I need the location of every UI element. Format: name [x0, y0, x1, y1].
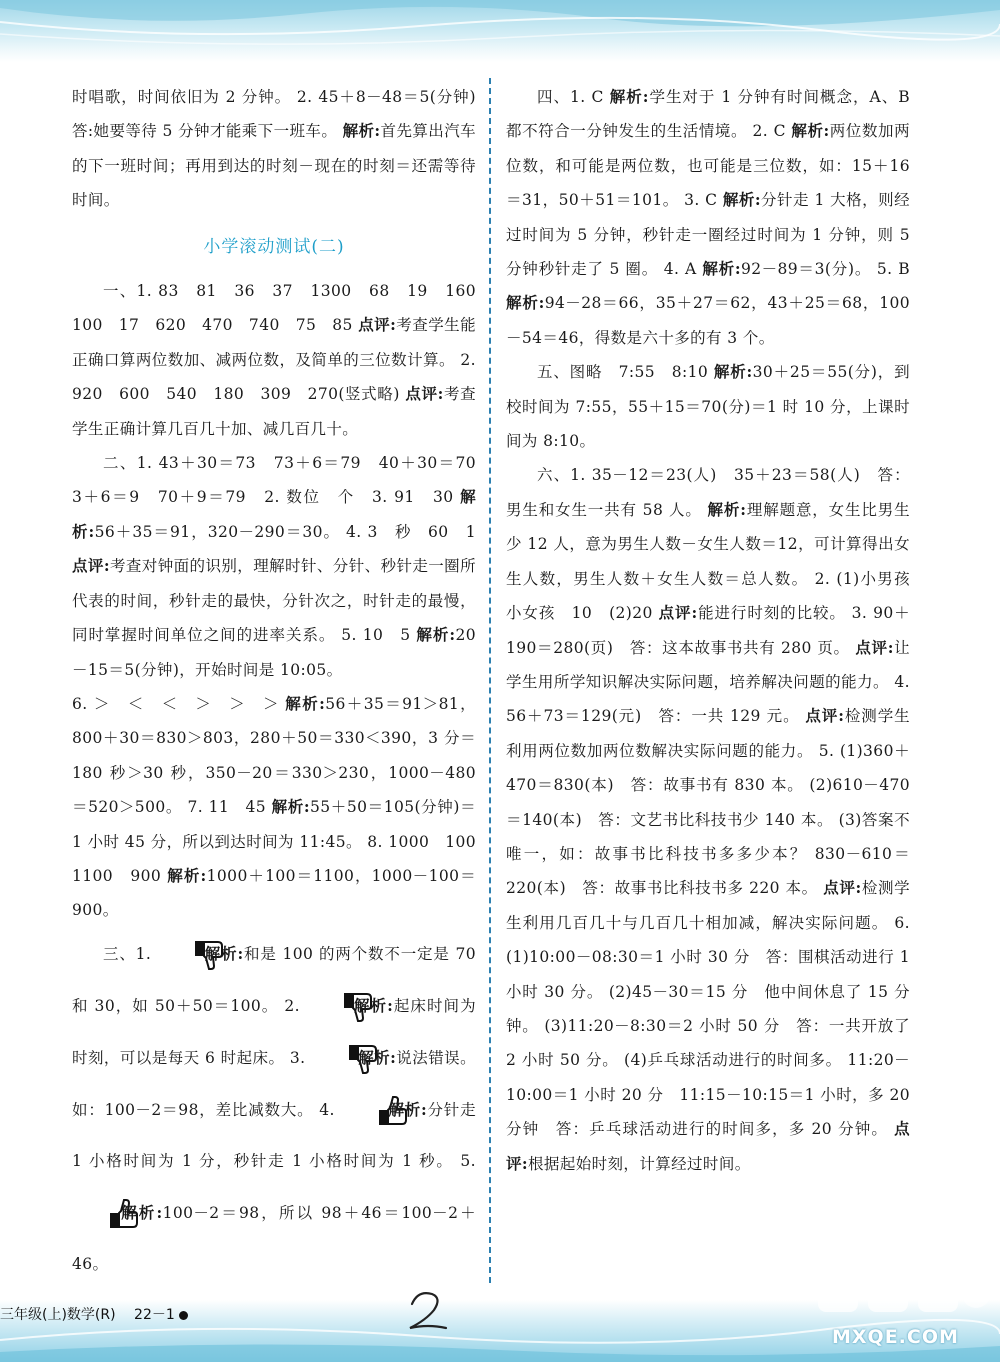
analysis-text: 起床时间为时刻，可以是每天 6 时起床。 3.: [72, 996, 477, 1067]
right-column: [506, 80, 926, 1181]
analysis-text: 20－15＝5(分钟)，开始时间是 10:05。: [72, 626, 476, 679]
comment-text: 考查对钟面的识别，理解时针、分针、秒针走一圈所代表的时间，秒针走的最快，分针次之，时针走的最慢，同时掌握时间单位之间的进率关系。 5. 10 5: [72, 557, 476, 645]
analysis-text: 两位数加两位数，和可能是两位数，也可能是三位数，如：15＋16＝31，50＋51＝101。 3. C: [506, 122, 910, 210]
analysis-label: 解析:: [358, 1047, 397, 1067]
thumbs-up-icon: [345, 1094, 379, 1128]
analysis-label: 解析:: [271, 797, 310, 817]
part-two: [72, 446, 492, 687]
comment-text: 能进行时刻的比较。 3. 90＋190＝280(页) 答：这本故事书共有 280 页。: [506, 604, 911, 657]
grade-label: 三年级(上)数学(R): [0, 1307, 116, 1323]
analysis-text: 100－2＝98，所以 98＋46＝100－2＋46。: [72, 1203, 477, 1273]
analysis-text: 和是 100 的两个数不一定是 70 和 30，如 50＋50＝100。 2.: [72, 944, 476, 1015]
analysis-label: 解析:: [722, 190, 761, 210]
left-paragraph-continued: [72, 80, 492, 218]
analysis-label: 解析:: [791, 121, 830, 141]
comment-label: 点评:: [506, 1119, 910, 1173]
analysis-text: 56＋35＝91，320－290＝30。 4. 3 秒 60 1: [94, 522, 476, 541]
comment-label: 点评:: [855, 637, 894, 657]
analysis-label: 解析:: [353, 995, 394, 1015]
comment-text: 考查学生能正确口算两位数加、减两位数，及简单的三位数计算。 2. 920 600 540 180 309 270(竖式略): [72, 316, 477, 404]
part-four: [506, 80, 910, 355]
page-code: 22－1: [134, 1307, 175, 1323]
analysis-text: 分针走 1 小格时间为 1 分，秒针走 1 小格时间为 1 秒。 5.: [72, 1100, 477, 1170]
analysis-label: 解析:: [713, 362, 753, 382]
analysis-label: 解析:: [609, 87, 649, 106]
analysis-label: 解析:: [167, 865, 207, 885]
part-one: [72, 274, 492, 446]
comment-text: 检测学生利用几百几十与几百几十相加减，解决实际问题。 6. (1)10:00－08:30＝1 小时 30 分 答：围棋活动进行 1 小时 30 分。 (2)45－30＝15 分 他中间休息了 15 分钟。 (3)11:20－8:30＝2 小时 50 分 答：一共开放了 2 小时 50 分。 (4)乒乓球活动进行的时间多。 11:20－10:00＝1 小时 20 分 11:15－10:15＝1 小时，多 20 分钟 答：乒乓球活动进行的时间多，多 20 分钟。: [506, 879, 911, 1139]
thumbs-down-icon: [315, 1042, 349, 1076]
comment-label: 点评:: [658, 603, 698, 623]
analysis-label: 解析:: [204, 943, 244, 963]
analysis-label: 解析:: [707, 499, 747, 519]
analysis-text: 94－28＝66，35＋27＝62，43＋25＝68，100－54＝46，得数是六十多的有 3 个。: [506, 294, 911, 347]
analysis-text: 首先算出汽车的下一班时间；再用到达的时刻－现在的时刻＝还需等待时间。: [72, 122, 477, 210]
analysis-text: 55＋50＝105(分钟)＝1 小时 45 分，所以到达时间为 11:45。 8. 1000 100 1100 900: [72, 798, 492, 885]
analysis-text: 1000＋100＝1100，1000－100＝900。: [72, 866, 476, 920]
bullet-dot-icon: [179, 1311, 188, 1320]
analysis-label: 解析:: [342, 121, 381, 141]
answer-text: 五、图略 7:55 8:10: [537, 363, 709, 382]
analysis-label: 解析:: [72, 487, 476, 541]
watermark-site: [832, 1326, 959, 1348]
comment-label: 点评:: [72, 556, 110, 576]
answer-text: 三、1.: [103, 944, 152, 963]
comment-text: 让学生用所学知识解决实际问题，培养解决问题的能力。 4. 56＋73＝129(元) 答：一共 129 元。: [506, 638, 911, 726]
answer-text: 时唱歌，时间依旧为 2 分钟。 2. 45＋8－48＝5(分钟) 答:她要等待 5 分钟才能乘下一班车。: [72, 88, 492, 141]
thumbs-down-icon: [310, 990, 344, 1024]
analysis-text: 56＋35＝91＞81，800＋30＝830＞803，280＋50＝330＜390，3 分＝180 秒＞30 秒，350－20＝330＞230，1000－480＝520＞500。 7. 11 45: [72, 694, 477, 817]
comment-label: 点评:: [405, 384, 444, 404]
watermark-site-text: MXQE.COM: [832, 1326, 959, 1348]
analysis-label: 解析:: [121, 1202, 163, 1222]
answer-text: 一、1. 83 81 36 37 1300 68 19 160 100 17 620 470 740 75 85: [72, 282, 492, 335]
comment-text: 根据起始时刻，计算经过时间。: [528, 1154, 751, 1173]
part-six: [506, 458, 926, 1181]
comment-label: 点评:: [358, 315, 397, 335]
comment-label: 点评:: [805, 706, 845, 726]
part-five: [506, 355, 910, 458]
part-two-q6: [72, 687, 492, 928]
analysis-text: 学生对于 1 分钟有时间概念，A、B 都不符合一分钟发生的生活情境。 2. C: [506, 88, 911, 141]
analysis-text: 92－89＝3(分)。 5. B: [741, 260, 910, 279]
thumbs-up-icon: [76, 1197, 110, 1231]
analysis-text: 分针走 1 大格，则经过时间为 5 分钟，秒针走一圈经过时间为 1 分钟，则 5 分钟秒针走了 5 圈。 4. A: [506, 191, 911, 279]
comment-text: 考查学生正确计算几百几十加、减几百几十。: [72, 385, 476, 438]
header-band: [0, 0, 1000, 62]
analysis-label: 解析:: [702, 259, 742, 279]
column-divider: [489, 78, 491, 1283]
analysis-text: 30＋25＝55(分)，到校时间为 7:55，55＋15＝70(分)＝1 时 10 分，上课时间为 8:10。: [506, 363, 910, 451]
comment-text: 检测学生利用两位数加两位数解决实际问题的能力。 5. (1)360＋470＝830(本) 答：故事书有 830 本。 (2)610－470＝140(本) 答：文艺书比科技书少 140 本。 (3)答案不唯一，如：故事书比科技书多多少本？ 830－610＝220(本) 答：故事书比科技书多 220 本。: [506, 707, 911, 898]
header-wave-decoration: [0, 0, 1000, 62]
footer-info: [0, 1300, 188, 1330]
thumbs-down-icon: [161, 938, 195, 972]
left-column: [72, 80, 492, 1290]
analysis-label: 解析:: [506, 293, 545, 313]
comment-label: 点评:: [823, 878, 862, 898]
analysis-text: 理解题意，女生比男生少 12 人，意为男生人数－女生人数＝12，可计算得出女生人数，男生人数＋女生人数＝总人数。 2. (1)小男孩 小女孩 10 (2)20: [506, 500, 926, 623]
answer-text: 6. ＞ ＜ ＜ ＞ ＞ ＞: [72, 694, 279, 713]
answer-text: 六、1. 35－12＝23(人) 35＋23＝58(人) 答：男生和女生一共有 58 人。: [506, 466, 910, 519]
analysis-label: 解析:: [416, 625, 456, 645]
analysis-text: 说法错误。如：100－2＝98，差比减数大。 4.: [72, 1048, 477, 1119]
answer-text: 二、1. 43＋30＝73 73＋6＝79 40＋30＝70 3＋6＝9 70＋9＝79 2. 数位 个 3. 91 30: [72, 454, 492, 507]
part-three: [72, 928, 476, 1290]
analysis-label: 解析:: [388, 1099, 428, 1119]
analysis-label: 解析:: [285, 693, 326, 713]
section-title: 小学滚动测试(二): [203, 236, 345, 257]
handwritten-page-number: [398, 1282, 458, 1342]
answer-text: 四、1. C: [537, 88, 604, 106]
